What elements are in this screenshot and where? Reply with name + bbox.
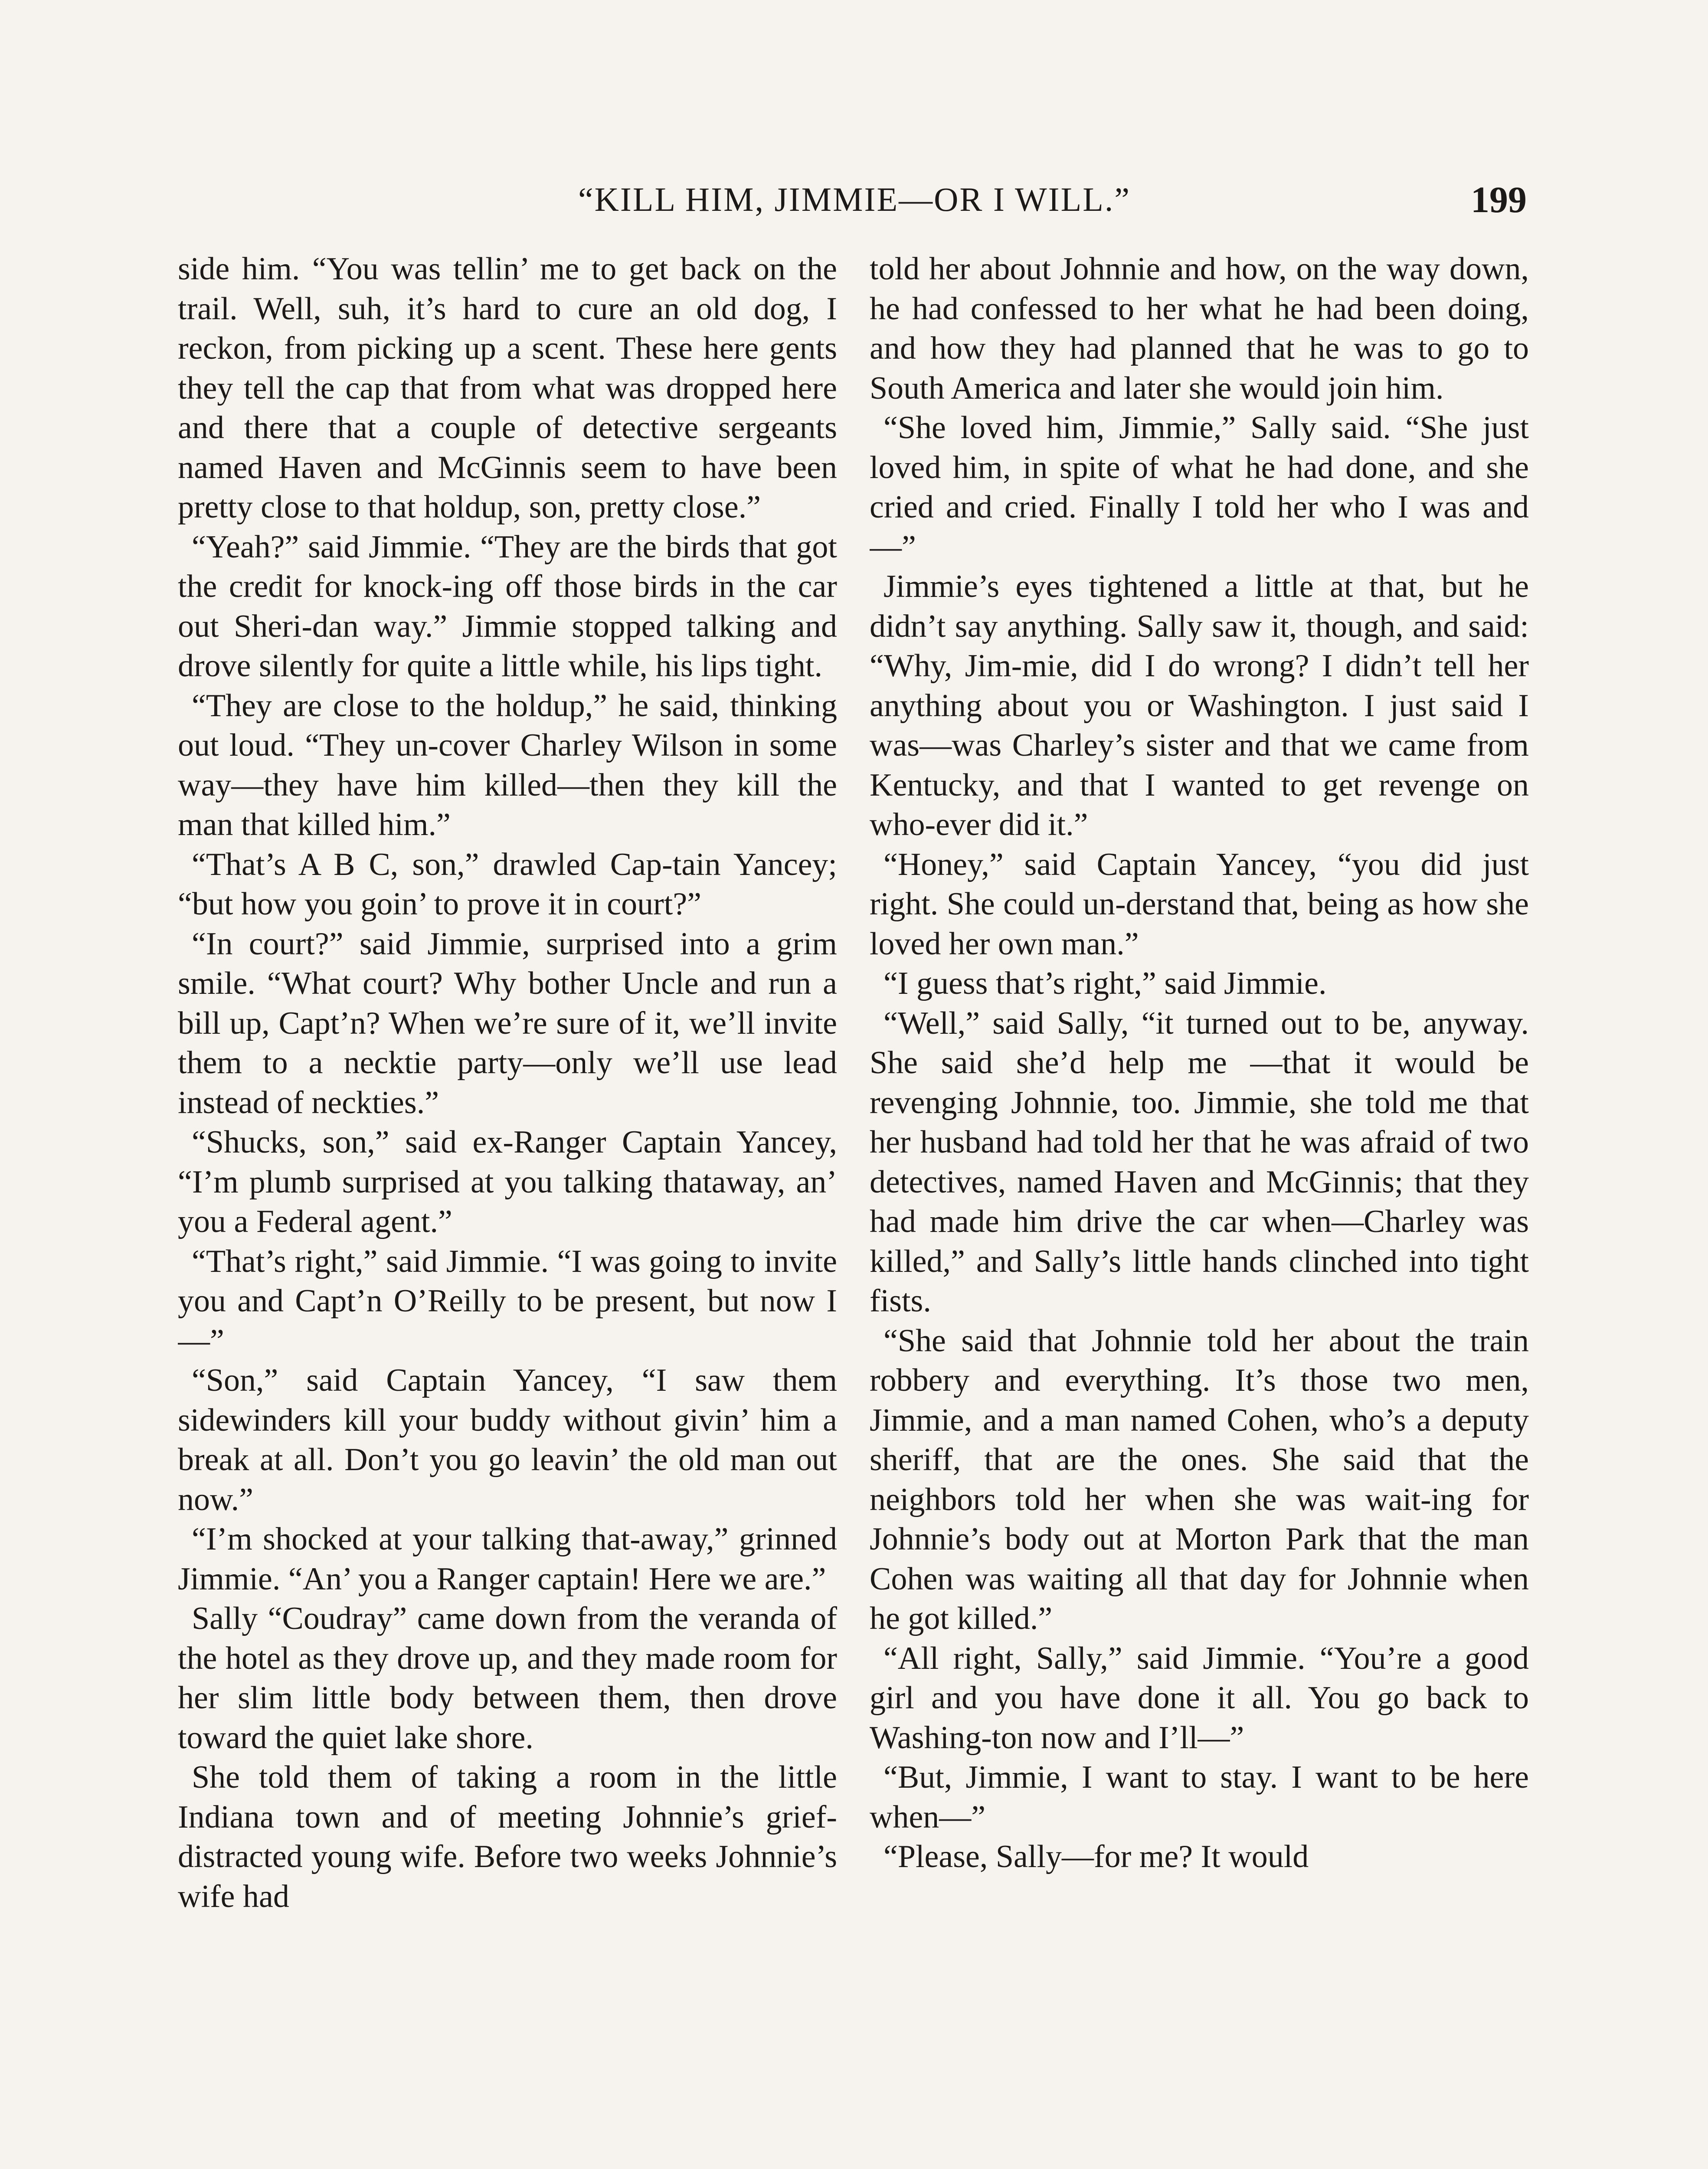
page-header: [182, 176, 1527, 223]
paragraph: “I guess that’s right,” said Jimmie.: [883, 966, 1327, 1001]
paragraph: Jimmie’s eyes tightened a little at that, but he didn’t say anything. Sally saw it, though, and said: “Why, Jim-mie, did I do wrong? I didn’t tell her anything about you or Washington. I just said I was—was Charley’s sister and that we came from Kentucky, and that I wanted to get revenge on who-ever did it.”: [870, 569, 1529, 842]
paragraph: She told them of taking a room in the little Indiana town and of meeting Johnnie’s grief-distracted young wife. Before two weeks Johnnie’s wife had: [178, 1759, 837, 1914]
paragraph: “In court?” said Jimmie, surprised into a grim smile. “What court? Why bother Uncle and run a bill up, Capt’n? When we’re sure of it, we’ll invite them to a necktie party—only we’ll use lead instead of neckties.”: [178, 926, 837, 1121]
right-column: [870, 249, 1529, 2169]
paragraph: “Son,” said Captain Yancey, “I saw them sidewinders kill your buddy without givin’ him a break at all. Don’t you go leavin’ the old man out now.”: [178, 1363, 837, 1517]
paragraph: “That’s right,” said Jimmie. “I was going to invite you and Capt’n O’Reilly to be present, but now I—”: [178, 1243, 837, 1359]
paragraph: “Please, Sally—for me? It would: [883, 1839, 1309, 1874]
paragraph: “Yeah?” said Jimmie. “They are the birds that got the credit for knock-ing off those birds in the car out Sheri-dan way.” Jimmie stopped talking and drove silently for quite a little while, his lips tight.: [178, 529, 837, 684]
paragraph: told her about Johnnie and how, on the way down, he had confessed to her what he had been doing, and how they had planned that he was to go to South America and later she would join him.: [870, 251, 1529, 406]
paragraph: “She said that Johnnie told her about the train robbery and everything. It’s those two men, Jimmie, and a man named Cohen, who’s a deputy sheriff, that are the ones. She said that the neighbors told her when she was wait-ing for Johnnie’s body out at Morton Park that the man Cohen was waiting all that day for Johnnie when he got killed.”: [870, 1323, 1529, 1636]
paragraph: “Well,” said Sally, “it turned out to be, anyway. She said she’d help me —that it would be revenging Johnnie, too. Jimmie, she told me that her husband had told her that he was afraid of two detectives, named Haven and McGinnis; that they had made him drive the car when—Charley was killed,” and Sally’s little hands clinched into tight fists.: [870, 1005, 1529, 1319]
page-number: 199: [1471, 179, 1527, 220]
left-column: [178, 249, 837, 2169]
paragraph: Sally “Coudray” came down from the veranda of the hotel as they drove up, and they made room for her slim little body between them, then drove toward the quiet lake shore.: [178, 1601, 837, 1756]
paragraph: “But, Jimmie, I want to stay. I want to be here when—”: [870, 1759, 1529, 1835]
paragraph: “Shucks, son,” said ex-Ranger Captain Yancey, “I’m plumb surprised at you talking thataway, an’ you a Federal agent.”: [178, 1124, 837, 1239]
paragraph: side him. “You was tellin’ me to get back on the trail. Well, suh, it’s hard to cure an old dog, I reckon, from picking up a scent. These here gents they tell the cap that from what was dropped here and there that a couple of detective sergeants named Haven and McGinnis seem to have been pretty close to that holdup, son, pretty close.”: [178, 251, 837, 525]
paragraph: “She loved him, Jimmie,” Sally said. “She just loved him, in spite of what he had done, and she cried and cried. Finally I told her who I was and—”: [870, 410, 1529, 565]
paragraph: “I’m shocked at your talking that-away,” grinned Jimmie. “An’ you a Ranger captain! Here we are.”: [178, 1521, 837, 1597]
paragraph: “That’s A B C, son,” drawled Cap-tain Yancey; “but how you goin’ to prove it in court?”: [178, 846, 837, 922]
paragraph: “Honey,” said Captain Yancey, “you did just right. She could un-derstand that, being as how she loved her own man.”: [870, 846, 1529, 962]
paragraph: “All right, Sally,” said Jimmie. “You’re a good girl and you have done it all. You go back to Washing-ton now and I’ll—”: [870, 1640, 1529, 1756]
running-title: “KILL HIM, JIMMIE—OR I WILL.”: [578, 180, 1131, 218]
paragraph: “They are close to the holdup,” he said, thinking out loud. “They un-cover Charley Wilson in some way—they have him killed—then they kill the man that killed him.”: [178, 688, 837, 842]
